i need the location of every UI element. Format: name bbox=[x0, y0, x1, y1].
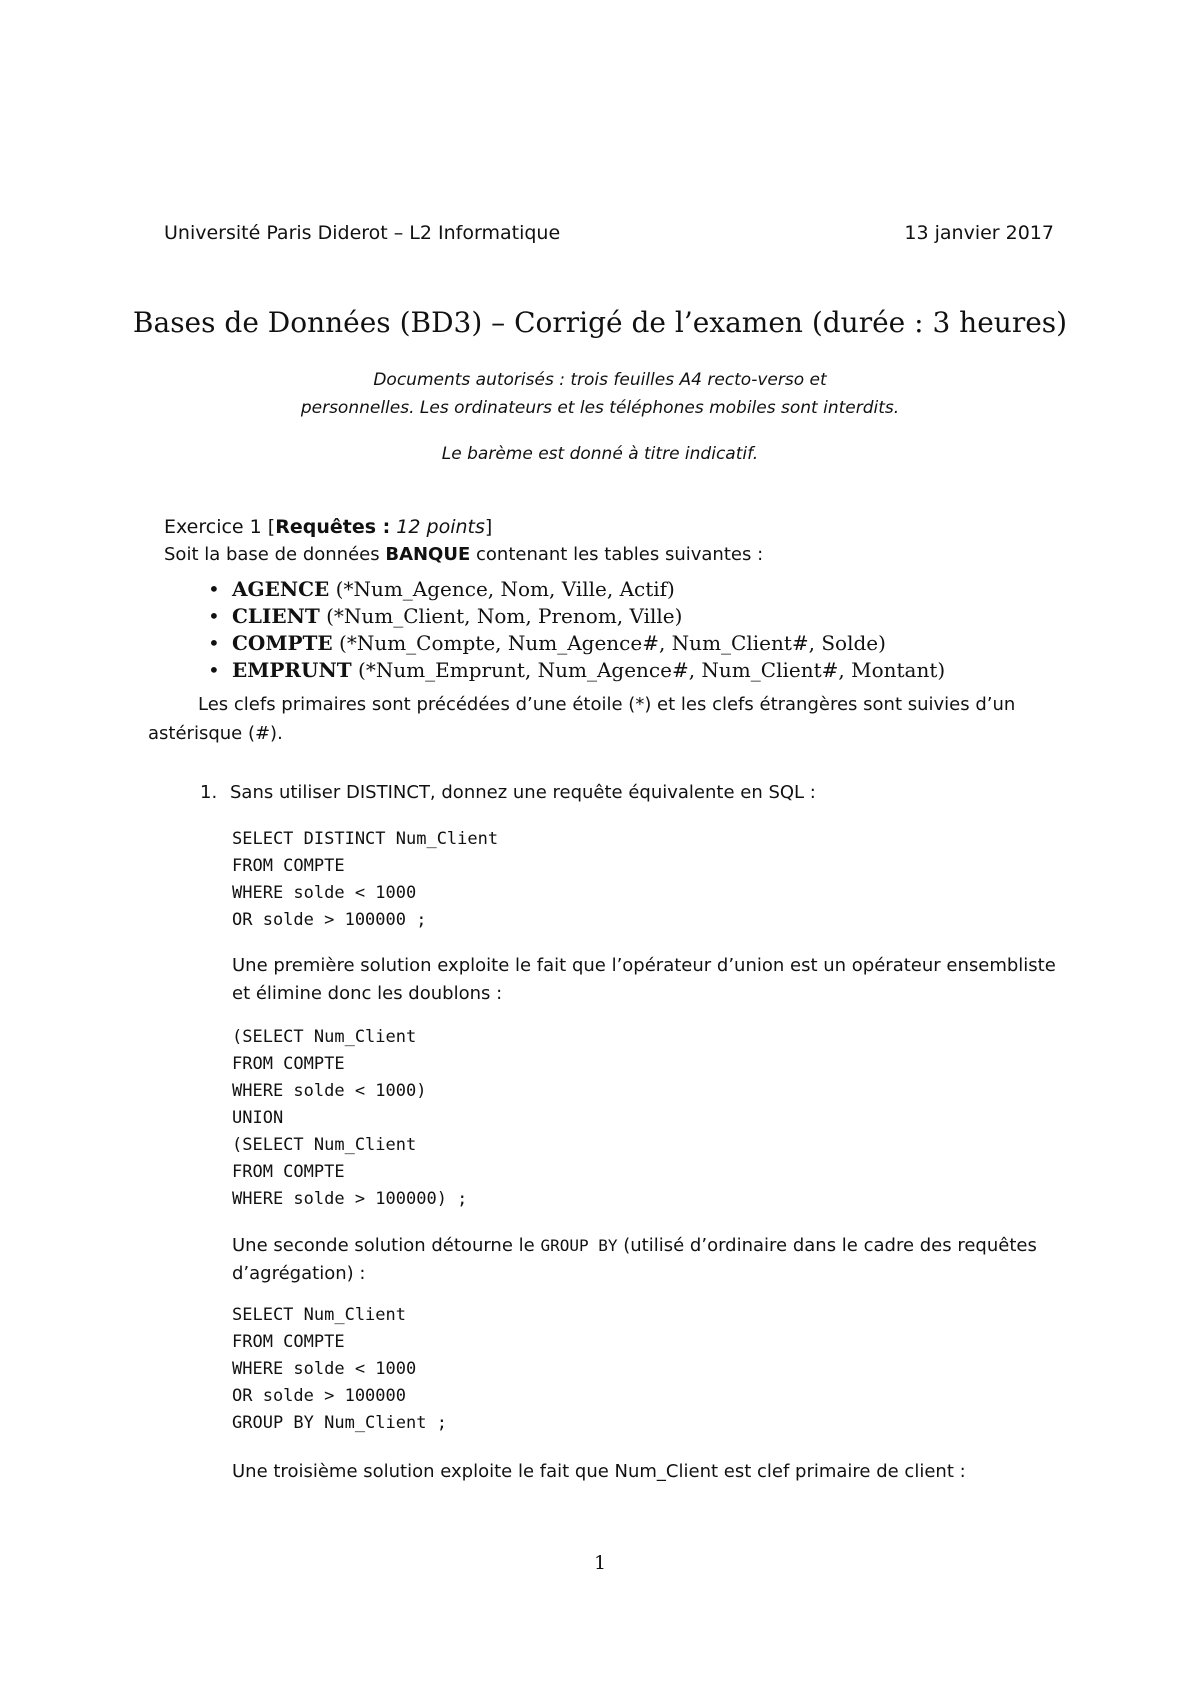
table-attrs: (*Num_Client, Nom, Prenom, Ville) bbox=[326, 604, 683, 628]
solution-1-code: (SELECT Num_Client FROM COMPTE WHERE solde < 1000) UNION (SELECT Num_Client FROM COMPTE WHERE solde > 100000) ; bbox=[232, 1027, 468, 1209]
page-number: 1 bbox=[593, 1552, 607, 1574]
exercise-heading bbox=[164, 516, 492, 538]
bareme-note: Le barème est donné à titre indicatif. bbox=[441, 444, 759, 464]
list-item bbox=[206, 657, 945, 684]
table-name: CLIENT bbox=[232, 604, 320, 628]
header-date: 13 janvier 2017 bbox=[904, 222, 1054, 244]
table-attrs: (*Num_Compte, Num_Agence#, Num_Client#, Solde) bbox=[339, 631, 886, 655]
question-1 bbox=[200, 782, 816, 803]
intro-before: Soit la base de données bbox=[164, 544, 380, 565]
list-item bbox=[206, 630, 945, 657]
db-name: BANQUE bbox=[385, 544, 471, 565]
bullet-icon: • bbox=[208, 604, 220, 628]
documents-note-line2: personnelles. Les ordinateurs et les téléphones mobiles sont interdits. bbox=[300, 398, 900, 418]
question-text: Sans utiliser DISTINCT, donnez une requête équivalente en SQL : bbox=[230, 782, 816, 803]
question-number: 1. bbox=[200, 782, 218, 803]
table-name: EMPRUNT bbox=[232, 658, 352, 682]
list-item bbox=[206, 576, 945, 603]
exercise-points: 12 points bbox=[396, 516, 485, 538]
documents-note-line1: Documents autorisés : trois feuilles A4 recto-verso et bbox=[373, 370, 827, 390]
table-attrs: (*Num_Agence, Nom, Ville, Actif) bbox=[335, 577, 675, 601]
page-header bbox=[164, 222, 1054, 244]
keys-note: Les clefs primaires sont précédées d’une étoile (*) et les clefs étrangères sont suivies d’un astérisque (#). bbox=[148, 694, 1016, 744]
solution-3-text: Une troisième solution exploite le fait que Num_Client est clef primaire de client : bbox=[232, 1461, 966, 1482]
table-attrs: (*Num_Emprunt, Num_Agence#, Num_Client#, Montant) bbox=[358, 658, 946, 682]
table-list bbox=[206, 576, 945, 684]
query-code: SELECT DISTINCT Num_Client FROM COMPTE WHERE solde < 1000 OR solde > 100000 ; bbox=[232, 829, 499, 930]
bullet-icon: • bbox=[208, 577, 220, 601]
header-university: Université Paris Diderot – L2 Informatique bbox=[164, 222, 561, 244]
table-name: COMPTE bbox=[232, 631, 333, 655]
exercise-heading-bold: Requêtes : bbox=[275, 516, 391, 538]
bracket-open: [ bbox=[267, 516, 276, 538]
solution-2-before: Une seconde solution détourne le bbox=[232, 1235, 535, 1256]
exercise-intro bbox=[164, 544, 763, 565]
group-by-keyword: GROUP BY bbox=[540, 1236, 618, 1255]
bullet-icon: • bbox=[208, 631, 220, 655]
table-name: AGENCE bbox=[232, 577, 330, 601]
exercise-label: Exercice 1 bbox=[164, 516, 262, 538]
solution-1-text: Une première solution exploite le fait que l’opérateur d’union est un opérateur ensembliste et élimine donc les doublons : bbox=[232, 955, 1056, 1004]
solution-2-text bbox=[232, 1232, 1058, 1288]
intro-after: contenant les tables suivantes : bbox=[476, 544, 764, 565]
solution-2-code: SELECT Num_Client FROM COMPTE WHERE solde < 1000 OR solde > 100000 GROUP BY Num_Client ; bbox=[232, 1305, 447, 1433]
list-item bbox=[206, 603, 945, 630]
bracket-close: ] bbox=[484, 516, 493, 538]
page-title: Bases de Données (BD3) – Corrigé de l’examen (durée : 3 heures) bbox=[132, 306, 1068, 339]
bullet-icon: • bbox=[208, 658, 220, 682]
documents-note bbox=[0, 366, 1200, 422]
solution-2-after: (utilisé d’ordinaire dans le cadre des requêtes d’agrégation) : bbox=[232, 1235, 1037, 1284]
